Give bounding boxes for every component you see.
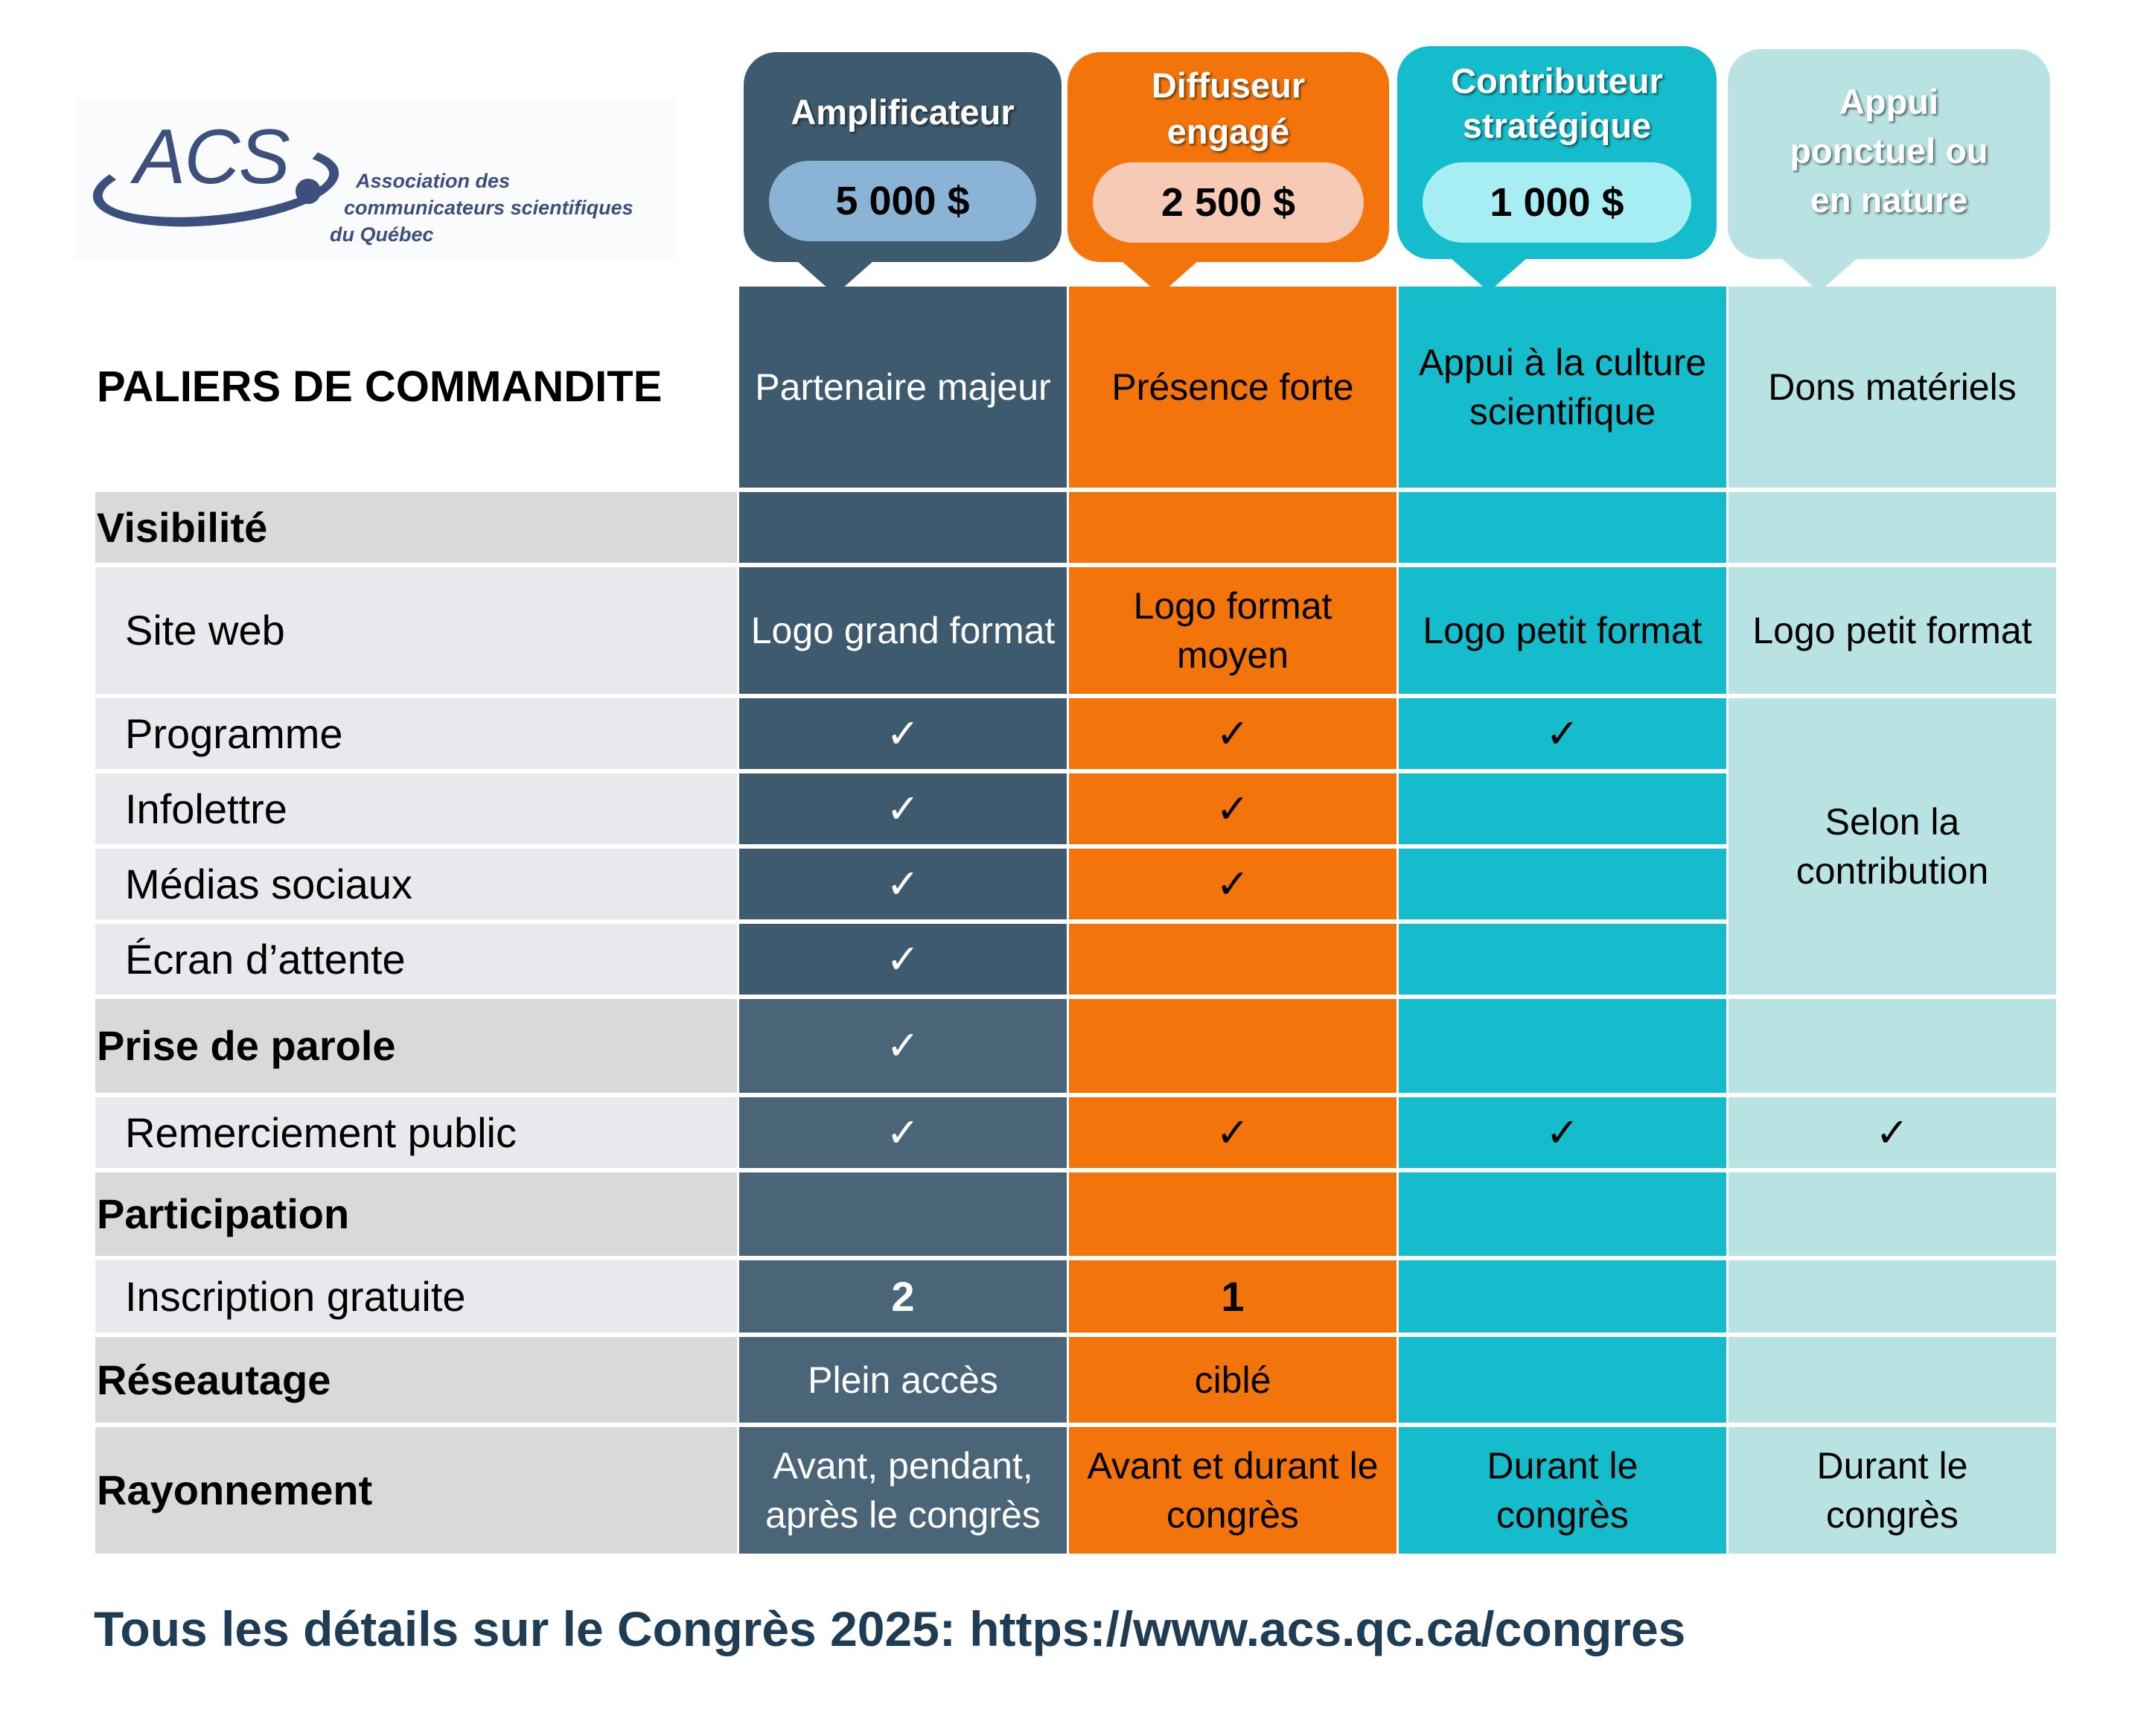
logo-line-2: communicateurs scientifiques — [344, 197, 633, 219]
tier-name: engagé — [1166, 112, 1290, 151]
cell: 1 — [1069, 1260, 1397, 1333]
cell: Durant le congrès — [1729, 1427, 2056, 1554]
cell: Logo petit format — [1399, 567, 1726, 694]
cell — [1399, 1337, 1726, 1423]
cell: Logo grand format — [739, 567, 1067, 694]
tagline: Présence forte — [1069, 287, 1397, 488]
cell-selon-contribution: Selon la contribution — [1729, 698, 2056, 995]
footer-link-text: Tous les détails sur le Congrès 2025: https://www.acs.qc.ca/congres — [94, 1601, 1686, 1656]
cell: Plein accès — [739, 1337, 1067, 1423]
tagline: Dons matériels — [1729, 287, 2056, 488]
cell — [739, 1172, 1067, 1256]
check-icon: ✓ — [1069, 849, 1397, 919]
section-participation: Participation — [95, 1172, 737, 1256]
cell — [1399, 849, 1726, 919]
tier-header-amplificateur — [744, 52, 1062, 262]
tier-header-diffuseur — [1067, 52, 1389, 262]
check-icon: ✓ — [739, 924, 1067, 995]
tier-name: ponctuel ou — [1790, 131, 1988, 170]
tier-name: Appui — [1839, 82, 1939, 121]
check-icon: ✓ — [739, 849, 1067, 919]
check-icon: ✓ — [1729, 1097, 2056, 1168]
check-icon: ✓ — [739, 999, 1067, 1093]
row-label: Remerciement public — [95, 1097, 737, 1168]
check-icon: ✓ — [1069, 698, 1397, 769]
logo-acronym: ACS — [134, 114, 289, 200]
cell — [1399, 1260, 1726, 1333]
cell — [1729, 1172, 2056, 1256]
cell — [1399, 924, 1726, 995]
row-label: Programme — [95, 698, 737, 769]
tier-price: 5 000 $ — [769, 161, 1036, 241]
tier-price: 1 000 $ — [1423, 162, 1691, 243]
check-icon: ✓ — [739, 773, 1067, 844]
cell — [1069, 924, 1397, 995]
cell — [1729, 999, 2056, 1093]
cell — [739, 492, 1067, 563]
cell: Logo petit format — [1729, 567, 2056, 694]
tagline: Partenaire majeur — [739, 287, 1067, 488]
logo-dot — [296, 179, 321, 204]
row-label: Écran d’attente — [95, 924, 737, 995]
tier-name: Amplificateur — [791, 92, 1015, 132]
check-icon: ✓ — [739, 1097, 1067, 1168]
cell — [1399, 492, 1726, 563]
logo-line-1: Association des — [356, 170, 511, 192]
cell — [1729, 1337, 2056, 1423]
check-icon: ✓ — [1069, 773, 1397, 844]
tagline: Appui à la culture scientifique — [1399, 287, 1726, 488]
cell: Avant et durant le congrès — [1069, 1427, 1397, 1554]
row-label: Site web — [95, 567, 737, 694]
check-icon: ✓ — [1399, 1097, 1726, 1168]
tier-price: 2 500 $ — [1093, 162, 1364, 243]
cell: Logo format moyen — [1069, 567, 1397, 694]
row-label: Médias sociaux — [95, 849, 737, 919]
row-label: Inscription gratuite — [95, 1260, 737, 1333]
section-reseautage: Réseautage — [95, 1337, 737, 1423]
check-icon: ✓ — [1069, 1097, 1397, 1168]
tier-name: stratégique — [1462, 106, 1652, 145]
cell: Durant le congrès — [1399, 1427, 1726, 1554]
cell: ciblé — [1069, 1337, 1397, 1423]
check-icon: ✓ — [739, 698, 1067, 769]
cell — [1729, 492, 2056, 563]
cell — [1069, 1172, 1397, 1256]
sponsorship-table — [95, 287, 2055, 1554]
check-icon: ✓ — [1399, 698, 1726, 769]
tier-header-appui — [1728, 49, 2050, 259]
row-label: Infolettre — [95, 773, 737, 844]
cell — [1069, 999, 1397, 1093]
cell — [1399, 1172, 1726, 1256]
acs-logo — [74, 98, 675, 259]
logo-line-3: du Québec — [330, 223, 434, 246]
cell — [1399, 999, 1726, 1093]
tier-name: Diffuseur — [1151, 66, 1306, 105]
cell: 2 — [739, 1260, 1067, 1333]
section-rayonnement: Rayonnement — [95, 1427, 737, 1554]
cell — [1069, 492, 1397, 563]
cell — [1729, 1260, 2056, 1333]
section-prise-de-parole: Prise de parole — [95, 999, 737, 1093]
table-title: PALIERS DE COMMANDITE — [97, 363, 663, 411]
tier-name: en nature — [1810, 180, 1968, 220]
cell — [1399, 773, 1726, 844]
tier-header-contributeur — [1397, 46, 1717, 259]
tier-name: Contributeur — [1451, 61, 1663, 100]
cell: Avant, pendant, après le congrès — [739, 1427, 1067, 1554]
section-visibilite: Visibilité — [95, 492, 737, 563]
